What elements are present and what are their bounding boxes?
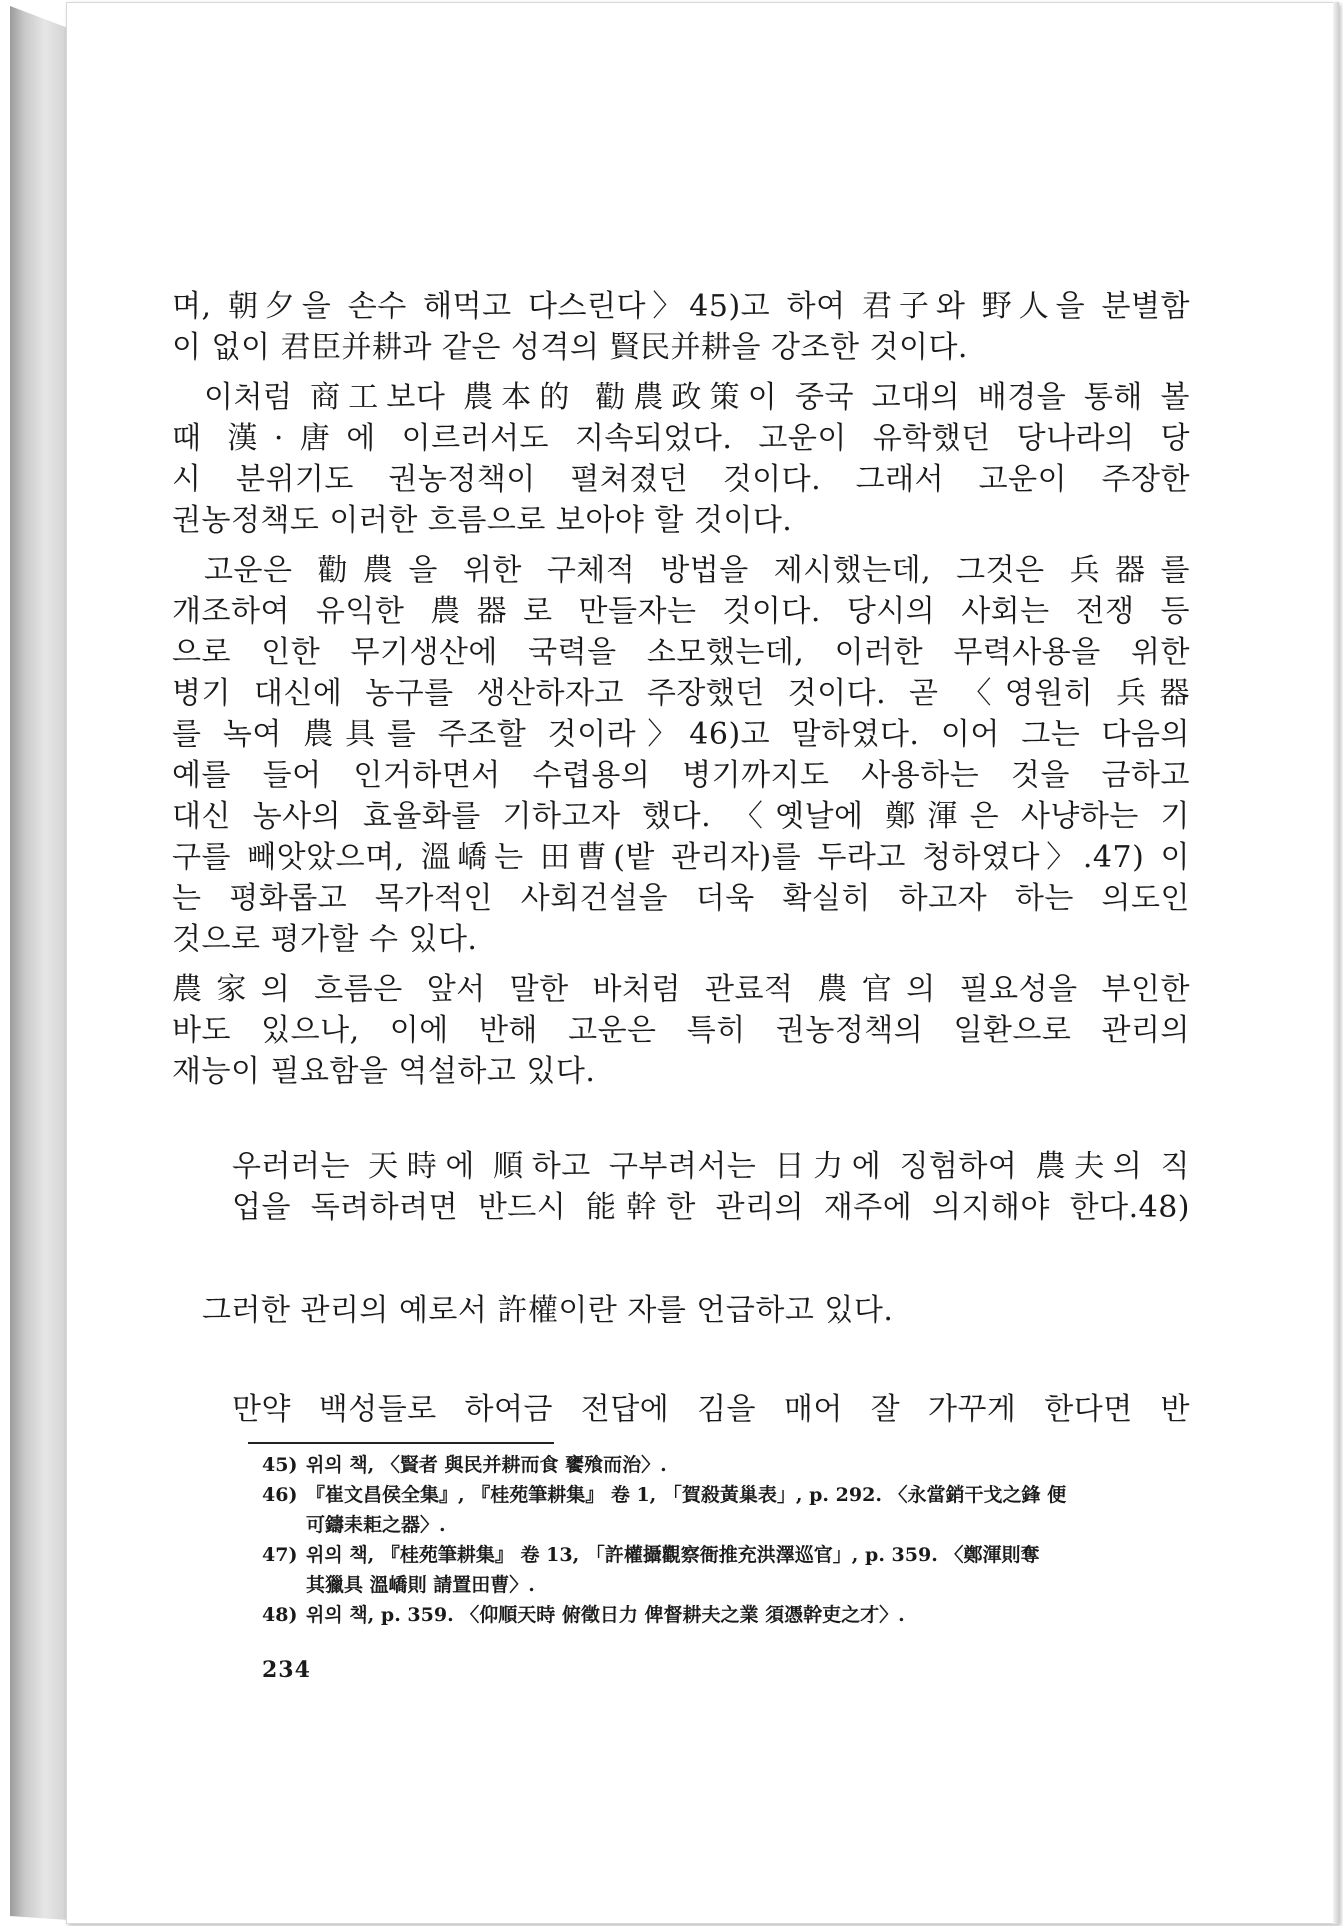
footnote-text: 위의 책, 〈賢者 與民并耕而食 饔飱而治〉. [306,1454,667,1476]
paragraph-1 [172,286,1190,368]
text-line: 시 분위기도 권농정책이 펼쳐졌던 것이다. 그래서 고운이 주장한 [172,462,1190,497]
text-line: 구를 빼앗았으며, 溫嶠는 田曹(밭 관리자)를 두라고 청하였다〉.47) 이 [172,840,1190,875]
text-line: 권농정책도 이러한 흐름으로 보아야 할 것이다. [172,503,793,538]
text-line: 만약 백성들로 하여금 전답에 김을 매어 잘 가꾸게 한다면 반 [232,1392,1190,1427]
paragraph-4 [172,969,1190,1092]
text-line: 이 없이 君臣并耕과 같은 성격의 賢民并耕을 강조한 것이다. [172,330,968,365]
footnote-47-continued: 其獵具 溫嶠則 請置田曹〉. [306,1574,535,1596]
text-line: 때 漢·唐에 이르러서도 지속되었다. 고운이 유학했던 당나라의 당 [172,421,1190,456]
footnote-48 [262,1600,1192,1630]
text-line: 예를 들어 인거하면서 수렵용의 병기까지도 사용하는 것을 금하고 [172,758,1190,793]
footnote-46 [262,1480,1192,1510]
text-line: 는 평화롭고 목가적인 사회건설을 더욱 확실히 하고자 하는 의도인 [172,881,1190,916]
text-line: 개조하여 유익한 農器로 만들자는 것이다. 당시의 사회는 전쟁 등 [172,594,1190,629]
text-line: 으로 인한 무기생산에 국력을 소모했는데, 이러한 무력사용을 위한 [172,635,1190,670]
book-spine [10,6,68,1920]
text-line: 農家의 흐름은 앞서 말한 바처럼 관료적 農官의 필요성을 부인한 [172,972,1190,1007]
text-line: 바도 있으나, 이에 반해 고운은 특히 권농정책의 일환으로 관리의 [172,1013,1190,1048]
text-line: 고운은 勸農을 위한 구체적 방법을 제시했는데, 그것은 兵器를 [204,553,1190,588]
footnote-47 [262,1540,1192,1570]
footnote-number: 47) [262,1544,298,1566]
page-edge [1333,2,1339,1924]
text-line: 이처럼 商工보다 農本的 勸農政策이 중국 고대의 배경을 통해 볼 [204,380,1190,415]
block-quote-1 [172,1146,1190,1228]
footnote-text: 위의 책, 『桂苑筆耕集』 卷 13, 「許權攝觀察衙推充洪澤巡官」, p. 359. 〈鄭渾則奪 [306,1544,1040,1566]
body-text [172,286,1190,1430]
text-line: 병기 대신에 농구를 생산하자고 주장했던 것이다. 곧 〈영원히 兵器 [172,676,1190,711]
text-line: 우러러는 天時에 順하고 구부려서는 日力에 징험하여 農夫의 직 [232,1149,1190,1184]
text-line: 재능이 필요함을 역설하고 있다. [172,1054,596,1089]
footnote-text: 위의 책, p. 359. 〈仰順天時 俯徵日力 俾督耕夫之業 須憑幹吏之才〉. [306,1604,905,1626]
paragraph-2 [172,377,1190,541]
text-line: 업을 독려하려면 반드시 能幹한 관리의 재주에 의지해야 한다.48) [232,1190,1190,1225]
text-line: 며, 朝夕을 손수 해먹고 다스린다〉45)고 하여 君子와 野人을 분별함 [172,289,1190,324]
block-quote-2 [172,1389,1190,1430]
text-line: 를 녹여 農具를 주조할 것이라〉46)고 말하였다. 이어 그는 다음의 [172,717,1190,752]
footnote-divider [248,1442,554,1444]
footnote-46-continued: 可鑄耒耟之器〉. [306,1514,446,1536]
paragraph-5 [172,1290,1190,1331]
page-number: 234 [262,1657,311,1683]
footnotes [262,1450,1192,1630]
footnote-number: 48) [262,1604,298,1626]
text-line: 대신 농사의 효율화를 기하고자 했다. 〈옛날에 鄭渾은 사냥하는 기 [172,799,1190,834]
footnote-45 [262,1450,1192,1480]
footnote-number: 45) [262,1454,298,1476]
text-line: 그러한 관리의 예로서 許權이란 자를 언급하고 있다. [202,1293,894,1328]
paragraph-3 [172,550,1190,960]
footnote-number: 46) [262,1484,298,1506]
footnote-text: 『崔文昌侯全集』, 『桂苑筆耕集』 卷 1, 「賀殺黃巢表」, p. 292. 〈永當銷干戈之鋒 便 [306,1484,1067,1506]
text-line: 것으로 평가할 수 있다. [172,922,478,957]
